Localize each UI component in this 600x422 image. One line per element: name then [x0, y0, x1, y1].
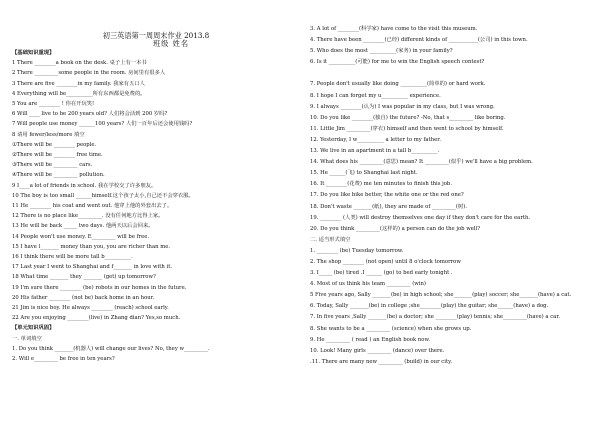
exercise-line: 14. What does his _________(意思) mean? It _________(似乎) we'll have a big problem. — [310, 159, 533, 166]
exercise-line: 5 You are ________ ! 你在开玩笑! — [12, 101, 95, 108]
exercise-line: 14 People won't use money. E_________ will be free. — [12, 233, 150, 240]
exercise-line: 二. 适当形式填空 — [310, 236, 351, 243]
exercise-line: 10. Look! Many girls _________ (dance) over there. — [310, 347, 445, 354]
exercise-line: ①There will be ________ people. — [12, 141, 97, 148]
exercise-line: 2. Will e_________ be free in ten years? — [12, 356, 115, 363]
right-exercise-list — [310, 24, 598, 368]
exercise-line: ③There will be _________ cars. — [12, 162, 93, 169]
exercise-line: 11 He ________ his coat and went out. 他穿上他的外套出去了。 — [12, 203, 173, 210]
exercise-line: .11. There are many new _________ (build) in our city. — [310, 358, 453, 365]
exercise-line: 5 Five years ago, Sally _______(be) in high school; she_______(play) soccer; she_______(have) a cat. — [310, 292, 572, 299]
exercise-line: 18 What time _______ they _______ (get) up tomorrow? — [12, 274, 156, 281]
left-exercise-list — [12, 48, 300, 364]
exercise-line: 3 There are five ________in my family. 我家有五口人 — [12, 80, 145, 87]
exercise-line: 8. I hope I can forget my u__________ experience. — [310, 92, 441, 99]
exercise-line: 1. ________ (be) Tuesday tomorrow. — [310, 247, 404, 254]
exercise-line: 6. Is it __________(可能) for me to win the English speech contest? — [310, 59, 485, 66]
exercise-line: 一. 单词填空 — [12, 335, 42, 342]
section-heading: 【单元知识巩固】 — [12, 325, 55, 332]
left-column — [12, 0, 300, 422]
exercise-line: 9 I____a lot of friends in school. 我在学校交了许多朋友。 — [12, 182, 157, 189]
exercise-line: 6 Will ____ live to be 200 years old? 人们将会活到 200 岁吗? — [12, 111, 168, 118]
exercise-line: 12. Yesterday, I w__________ a letter to my father. — [310, 136, 441, 143]
exercise-line: 9. He _________ ( read ) an English book now. — [310, 336, 431, 343]
exercise-line: 15. He ______(飞) to Shanghai last night. — [310, 170, 418, 177]
exercise-line: 22 Are you enjoying ________(live) in Zhang dian? Yes,so much. — [12, 315, 181, 322]
exercise-line: 20 His father ________ (not be) back home in an hour. — [12, 294, 155, 301]
exercise-line: 4 Everything will be__________所有东西都是免费的。 — [12, 90, 146, 97]
exercise-line: 13. We live in an apartment in a tall b__________. — [310, 148, 440, 155]
exercise-line: 21 Jim is nice boy. He always ________ (reach) school early. — [12, 305, 169, 312]
exercise-line: 2 There _________some people in the room. 房间里有很多人 — [12, 70, 166, 77]
exercise-line: 2. The shop ________ (not open) until 8 o'clock tomorrow — [310, 258, 461, 265]
exercise-line: 16. It ________(花费) me ten minutes to finish this job. — [310, 181, 453, 188]
exercise-line: 6. Today, Sally _______(be) in college ;she________(play) the guitar; she______(have) a dog. — [310, 303, 549, 310]
exercise-line: 8 请用 fewer/less/more 填空 — [12, 131, 85, 138]
exercise-line: 17 Last year I went to Shanghai and f_______ in love with it. — [12, 264, 173, 271]
worksheet-title: 初三英语第一周周末作业 2013.8 — [102, 31, 210, 40]
exercise-line: 19. ________ (人类) will destroy themselves one day if they don't care for the earth. — [310, 214, 531, 221]
exercise-line: 11. Little Jim _________(穿衣) himself and then went to school by himself. — [310, 125, 504, 132]
exercise-line: 13 He will be back _____ two days. 他两天以后会回来。 — [12, 223, 154, 230]
exercise-line: 7 Will people use money ______100 years? 人们一百年后还会使用钱吗? — [12, 121, 193, 128]
exercise-line: 17. Do you like bike better, the white one or the red one? — [310, 192, 464, 199]
exercise-line: 7. People don't usually like doing __________(简单的) or hard work. — [310, 81, 486, 88]
exercise-line: 4. There have been ________(已经) different kinds of ___________(公司) in this town. — [310, 37, 528, 44]
exercise-line: 1 There ________a book on the desk. 桌子上有一本书 — [12, 60, 147, 67]
exercise-line: 7. In five years ,Sally _______(be) a doctor; she ________(play) tennis; she_________(have) a car. — [310, 314, 560, 321]
exercise-line: 20. Do you think _________(这样的) a person can do the job well? — [310, 225, 481, 232]
exercise-line: 10 The boy is too small ______himself.这个孩子太小,自己还不会穿衣服。 — [12, 192, 194, 199]
section-heading: 【基础知识重现】 — [12, 50, 55, 56]
exercise-line: 3. I_____ (be) tired .I ______ (go) to bed early tonight . — [310, 270, 453, 277]
exercise-line: ④There will be _________ pollution. — [12, 172, 105, 179]
right-column — [310, 0, 598, 422]
exercise-line: 18. Don't waste _______(纸), they are made of _________(树). — [310, 203, 467, 210]
exercise-line: 19 I'm sure there ________ (be) robots in our homes in the future. — [12, 284, 187, 291]
exercise-line: 10. Do you like ________(独自) the future? -No, that s_________ like boring. — [310, 114, 506, 121]
exercise-line: 3. A lot of ________(科学家) have come to the visit this museum. — [310, 26, 478, 32]
exercise-line: 1. Do you think _______(机器人) will change our lives? No, they w_________. — [12, 345, 210, 352]
exercise-line: 8. She wants to be a _________ (science) when she grows up. — [310, 325, 472, 332]
exercise-line: 9. I always ________(认为) I was popular in my class, but I was wrong. — [310, 103, 495, 110]
exercise-line: 4. Most of us think his team _________ (win) — [310, 281, 426, 288]
exercise-line — [310, 68, 598, 79]
exercise-line: 5. Who does the most __________(家务) in your family? — [310, 48, 453, 55]
class-name-line: 班级 姓名 — [152, 39, 190, 48]
exercise-line: 16 I think there will be more tall b__________. — [12, 254, 133, 261]
exercise-line: 12 There is no place like_________. 没有任何地方比得上家。 — [12, 213, 164, 220]
exercise-line: ②There will be ________ free time. — [12, 152, 103, 159]
exercise-line: 15 I have l_______ money than you, you are richer than me. — [12, 243, 171, 250]
